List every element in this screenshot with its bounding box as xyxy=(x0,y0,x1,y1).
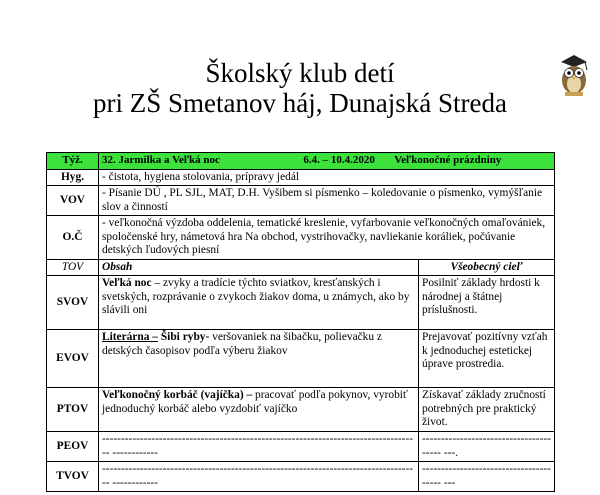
subheader-row xyxy=(47,259,555,276)
activity-text: – zvyky a tradície týchto sviatkov, kresťanských i svetských, rozprávanie o zvykoch žiakov doma, u známych, ako by slávili oni xyxy=(102,277,410,316)
activity-row xyxy=(47,276,555,330)
row-code: SVOV xyxy=(47,276,99,330)
activity-title: Veľkonočný korbáč (vajíčka) – xyxy=(102,389,253,401)
activity-goal: Posilniť základy hrdosti k národnej a štátnej príslušnosti. xyxy=(419,276,555,330)
row-text: - čistota, hygiena stolovania, prípravy jedál xyxy=(99,169,555,186)
activity-row xyxy=(47,330,555,388)
activity-title-underlined: Literárna – xyxy=(102,331,158,343)
row-code: TVOV xyxy=(47,462,99,492)
activity-goal: --------------------------------------- --- xyxy=(419,462,555,492)
week-title: 32. Jarmilka a Veľká noc xyxy=(102,154,220,166)
activity-row xyxy=(47,462,555,492)
activity-goal: --------------------------------------- ---. xyxy=(419,432,555,462)
week-label: Týž. xyxy=(47,153,99,170)
activity-content: ------------------------------------------------------------------------------------ ------------ xyxy=(99,432,419,462)
week-header-row xyxy=(47,153,555,170)
week-info xyxy=(99,153,555,170)
activity-content xyxy=(99,388,419,432)
ciel-header: Všeobecný cieľ xyxy=(419,259,555,276)
obsah-header: Obsah xyxy=(99,259,419,276)
row-text: - veľkonočná výzdoba oddelenia, tematické kreslenie, vyfarbovanie veľkonočných omaľovániek, spoločenské hry, námetová hra Na obchod, vystrihovačky, navliekanie koráliek, počúvanie detských ľudových piesní xyxy=(99,216,555,260)
tov-header: TOV xyxy=(47,259,99,276)
activity-content xyxy=(99,276,419,330)
page-subtitle: pri ZŠ Smetanov háj, Dunajská Streda xyxy=(93,88,507,118)
activity-row xyxy=(47,432,555,462)
row-code: Hyg. xyxy=(47,169,99,186)
row-code: PEOV xyxy=(47,432,99,462)
activity-row xyxy=(47,388,555,432)
row-code: EVOV xyxy=(47,330,99,388)
row-text: - Písanie DÚ , PL SJL, MAT, D.H. Vyšibem si písmenko – koledovanie o písmenko, vymýšľanie slov a činností xyxy=(99,186,555,216)
activity-text: veršovaniek na šibačku, polievačku z detských časopisov podľa výberu žiakov xyxy=(102,331,382,357)
holiday-label: Veľkonočné prázdniny xyxy=(394,154,502,166)
activity-content xyxy=(99,330,419,388)
schedule-table xyxy=(46,152,555,492)
table-row xyxy=(47,216,555,260)
activity-goal: Prejavovať pozitívny vzťah k jednoduchej estetickej úprave prostredia. xyxy=(419,330,555,388)
activity-title: Šibi ryby- xyxy=(158,331,210,343)
table-row xyxy=(47,169,555,186)
table-row xyxy=(47,186,555,216)
activity-title: Veľká noc xyxy=(102,277,152,289)
row-code: VOV xyxy=(47,186,99,216)
activity-text: pracovať podľa pokynov, vyrobiť jednoduchý korbáč alebo vyzdobiť vajíčko xyxy=(102,389,408,415)
activity-goal: Získavať základy zručností potrebných pre praktický život. xyxy=(419,388,555,432)
week-dates: 6.4. – 10.4.2020 xyxy=(303,154,375,166)
activity-content: ------------------------------------------------------------------------------------ ------------ xyxy=(99,462,419,492)
row-code: O.Č xyxy=(47,216,99,260)
owl-icon xyxy=(555,52,593,98)
row-code: PTOV xyxy=(47,388,99,432)
page-title: Školský klub detí xyxy=(205,58,395,88)
